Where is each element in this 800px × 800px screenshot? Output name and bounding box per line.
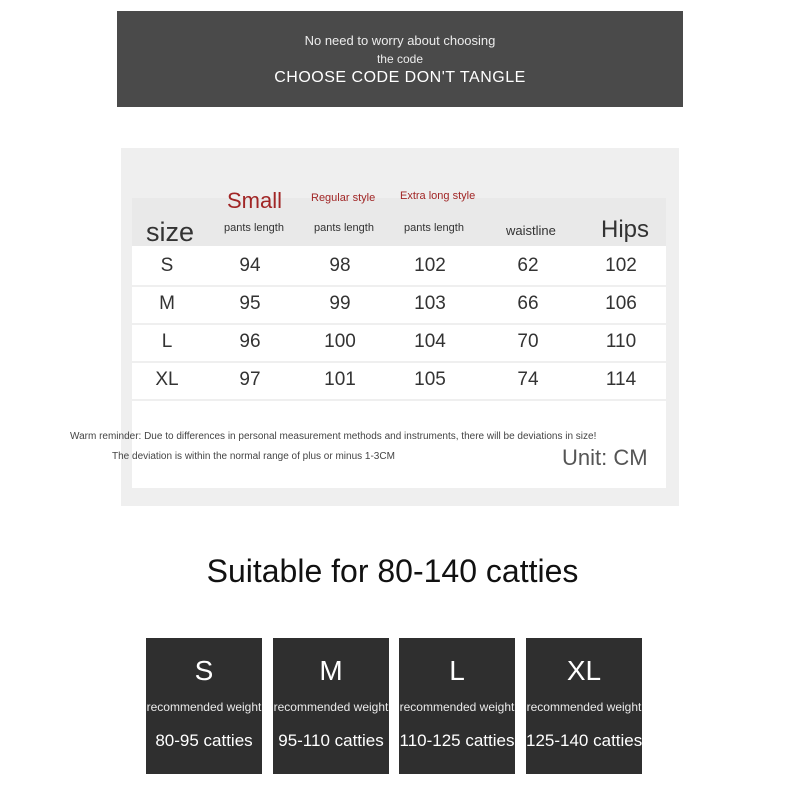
- table-row: [132, 247, 666, 287]
- cell-extra: 103: [414, 293, 446, 314]
- cell-small: 95: [239, 293, 261, 314]
- cell-waist: 70: [517, 331, 539, 352]
- cell-extra: 105: [414, 369, 446, 390]
- header-pants-length-small: pants length: [224, 222, 284, 234]
- weight-box-range: 110-125 catties: [399, 731, 515, 750]
- cell-waist: 74: [517, 369, 539, 390]
- deviation-note: The deviation is within the normal range of plus or minus 1-3CM: [112, 451, 395, 462]
- weight-box-xl: [526, 638, 642, 774]
- cell-extra: 102: [414, 255, 446, 276]
- table-header-band: [132, 198, 666, 246]
- weight-box-l: [399, 638, 515, 774]
- cell-waist: 66: [517, 293, 539, 314]
- cell-waist: 62: [517, 255, 539, 276]
- cell-regular: 101: [324, 369, 356, 390]
- weight-box-s: [146, 638, 262, 774]
- weight-box-range: 95-110 catties: [278, 731, 384, 750]
- header-size: size: [146, 217, 195, 247]
- weight-box-size: S: [194, 655, 214, 686]
- banner-line-2: the code: [376, 52, 424, 66]
- weight-box-size: M: [319, 655, 343, 686]
- cell-regular: 98: [329, 255, 351, 276]
- cell-hips: 114: [605, 369, 637, 390]
- banner-title: CHOOSE CODE DON'T TANGLE: [274, 69, 526, 86]
- cell-size: XL: [155, 369, 179, 390]
- weight-box-label: recommended weight: [146, 700, 262, 714]
- cell-extra: 104: [414, 331, 446, 352]
- cell-hips: 110: [605, 331, 637, 352]
- unit-label: Unit: CM: [562, 445, 648, 470]
- weight-box-m: [273, 638, 389, 774]
- cell-small: 97: [239, 369, 261, 390]
- cell-size: L: [161, 331, 173, 352]
- header-waistline: waistline: [506, 223, 556, 238]
- table-row: [132, 361, 666, 401]
- weight-box-label: recommended weight: [526, 700, 642, 714]
- table-row: [132, 285, 666, 325]
- header-hips: Hips: [601, 216, 650, 243]
- weight-box-label: recommended weight: [273, 700, 389, 714]
- weight-box-size: XL: [566, 655, 602, 686]
- suitable-weight-title: Suitable for 80-140 catties: [206, 553, 579, 589]
- weight-box-label: recommended weight: [399, 700, 515, 714]
- cell-small: 94: [239, 255, 261, 276]
- cell-regular: 99: [329, 293, 351, 314]
- cell-regular: 100: [324, 331, 356, 352]
- banner-line-1: No need to worry about choosing: [304, 33, 496, 48]
- header-regular-style: Regular style: [311, 192, 376, 204]
- header-extra-long-style: Extra long style: [400, 190, 476, 202]
- weight-box-size: L: [449, 655, 465, 686]
- cell-hips: 106: [605, 293, 637, 314]
- cell-size: S: [160, 255, 174, 276]
- warm-reminder-text: Warm reminder: Due to differences in personal measurement methods and instruments, there will be deviations in size!: [70, 431, 597, 442]
- weight-box-range: 125-140 catties: [526, 731, 643, 750]
- table-row: [132, 323, 666, 363]
- header-small: Small: [227, 188, 283, 213]
- header-pants-length-extra: pants length: [404, 222, 464, 234]
- header-pants-length-regular: pants length: [314, 222, 374, 234]
- top-banner: [117, 11, 683, 107]
- cell-hips: 102: [605, 255, 637, 276]
- cell-small: 96: [239, 331, 261, 352]
- weight-box-range: 80-95 catties: [155, 731, 253, 750]
- cell-size: M: [159, 293, 175, 314]
